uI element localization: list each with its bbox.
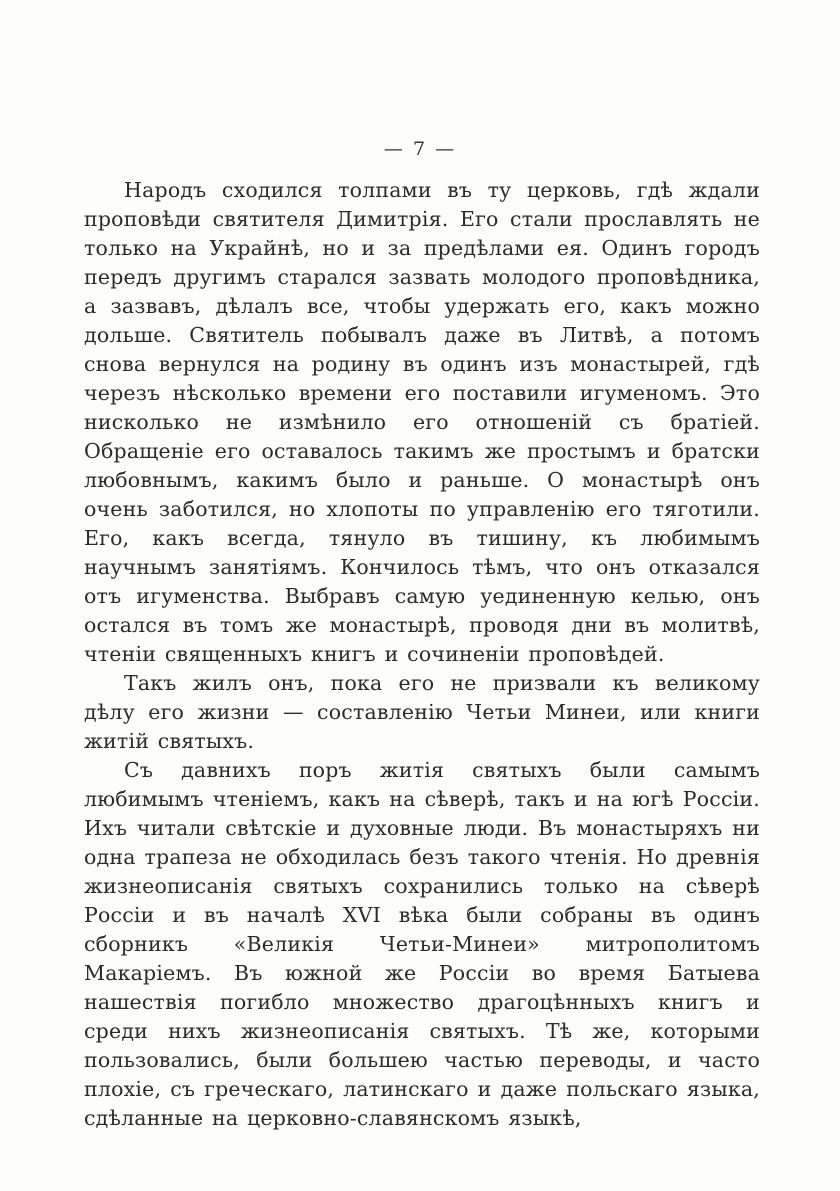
paragraph-1: Народъ сходился толпами въ ту церковь, гдѣ ждали проповѣди святителя Димитрія. Его стали прославлять не только на Украйнѣ, но и за предѣлами ея. Одинъ городъ передъ другимъ старался зазвать молодого проповѣдника, а зазвавъ, дѣлалъ все, чтобы удержать его, какъ можно дольше. Святитель побывалъ даже въ Литвѣ, а потомъ снова вернулся на родину въ одинъ изъ монастырей, гдѣ черезъ нѣсколько времени его поставили игуменомъ. Это нисколько не измѣнило его отношеній съ братіей. Обращеніе его оставалось такимъ же простымъ и братски любовнымъ, какимъ было и раньше. О монастырѣ онъ очень заботился, но хлопоты по управленію его тяготили. Его, какъ всегда, тянуло въ тишину, къ любимымъ научнымъ занятіямъ. Кончилось тѣмъ, что онъ отказался отъ игуменства. Выбравъ самую уединенную келью, онъ остался въ томъ же монастырѣ, проводя дни въ молитвѣ, чтеніи священныхъ книгъ и сочиненіи проповѣдей. — [84, 178, 760, 666]
text-block — [84, 176, 760, 1133]
paragraph-2: Такъ жилъ онъ, пока его не призвали къ великому дѣлу его жизни — составленію Четьи Минеи, или книги житій святыхъ. — [84, 671, 760, 753]
paragraph-3: Съ давнихъ поръ житія святыхъ были самымъ любимымъ чтеніемъ, какъ на сѣверѣ, такъ и на югѣ Россіи. Ихъ читали свѣтскіе и духовные люди. Въ монастыряхъ ни одна трапеза не обходилась безъ такого чтенія. Но древнія жизнеописанія святыхъ сохранились только на сѣверѣ Россіи и въ началѣ XVI вѣка были собраны въ одинъ сборникъ «Великія Четьи-Минеи» митрополитомъ Макаріемъ. Въ южной же Россіи во время Батыева нашествія погибло множество драгоцѣнныхъ книгъ и среди нихъ жизнеописанія святыхъ. Тѣ же, которыми пользовались, были большею частью переводы, и часто плохіе, съ греческаго, латинскаго и даже польскаго языка, сдѣланные на церковно-славянскомъ языкѣ, — [84, 758, 760, 1130]
page-number: — 7 — — [383, 138, 457, 160]
